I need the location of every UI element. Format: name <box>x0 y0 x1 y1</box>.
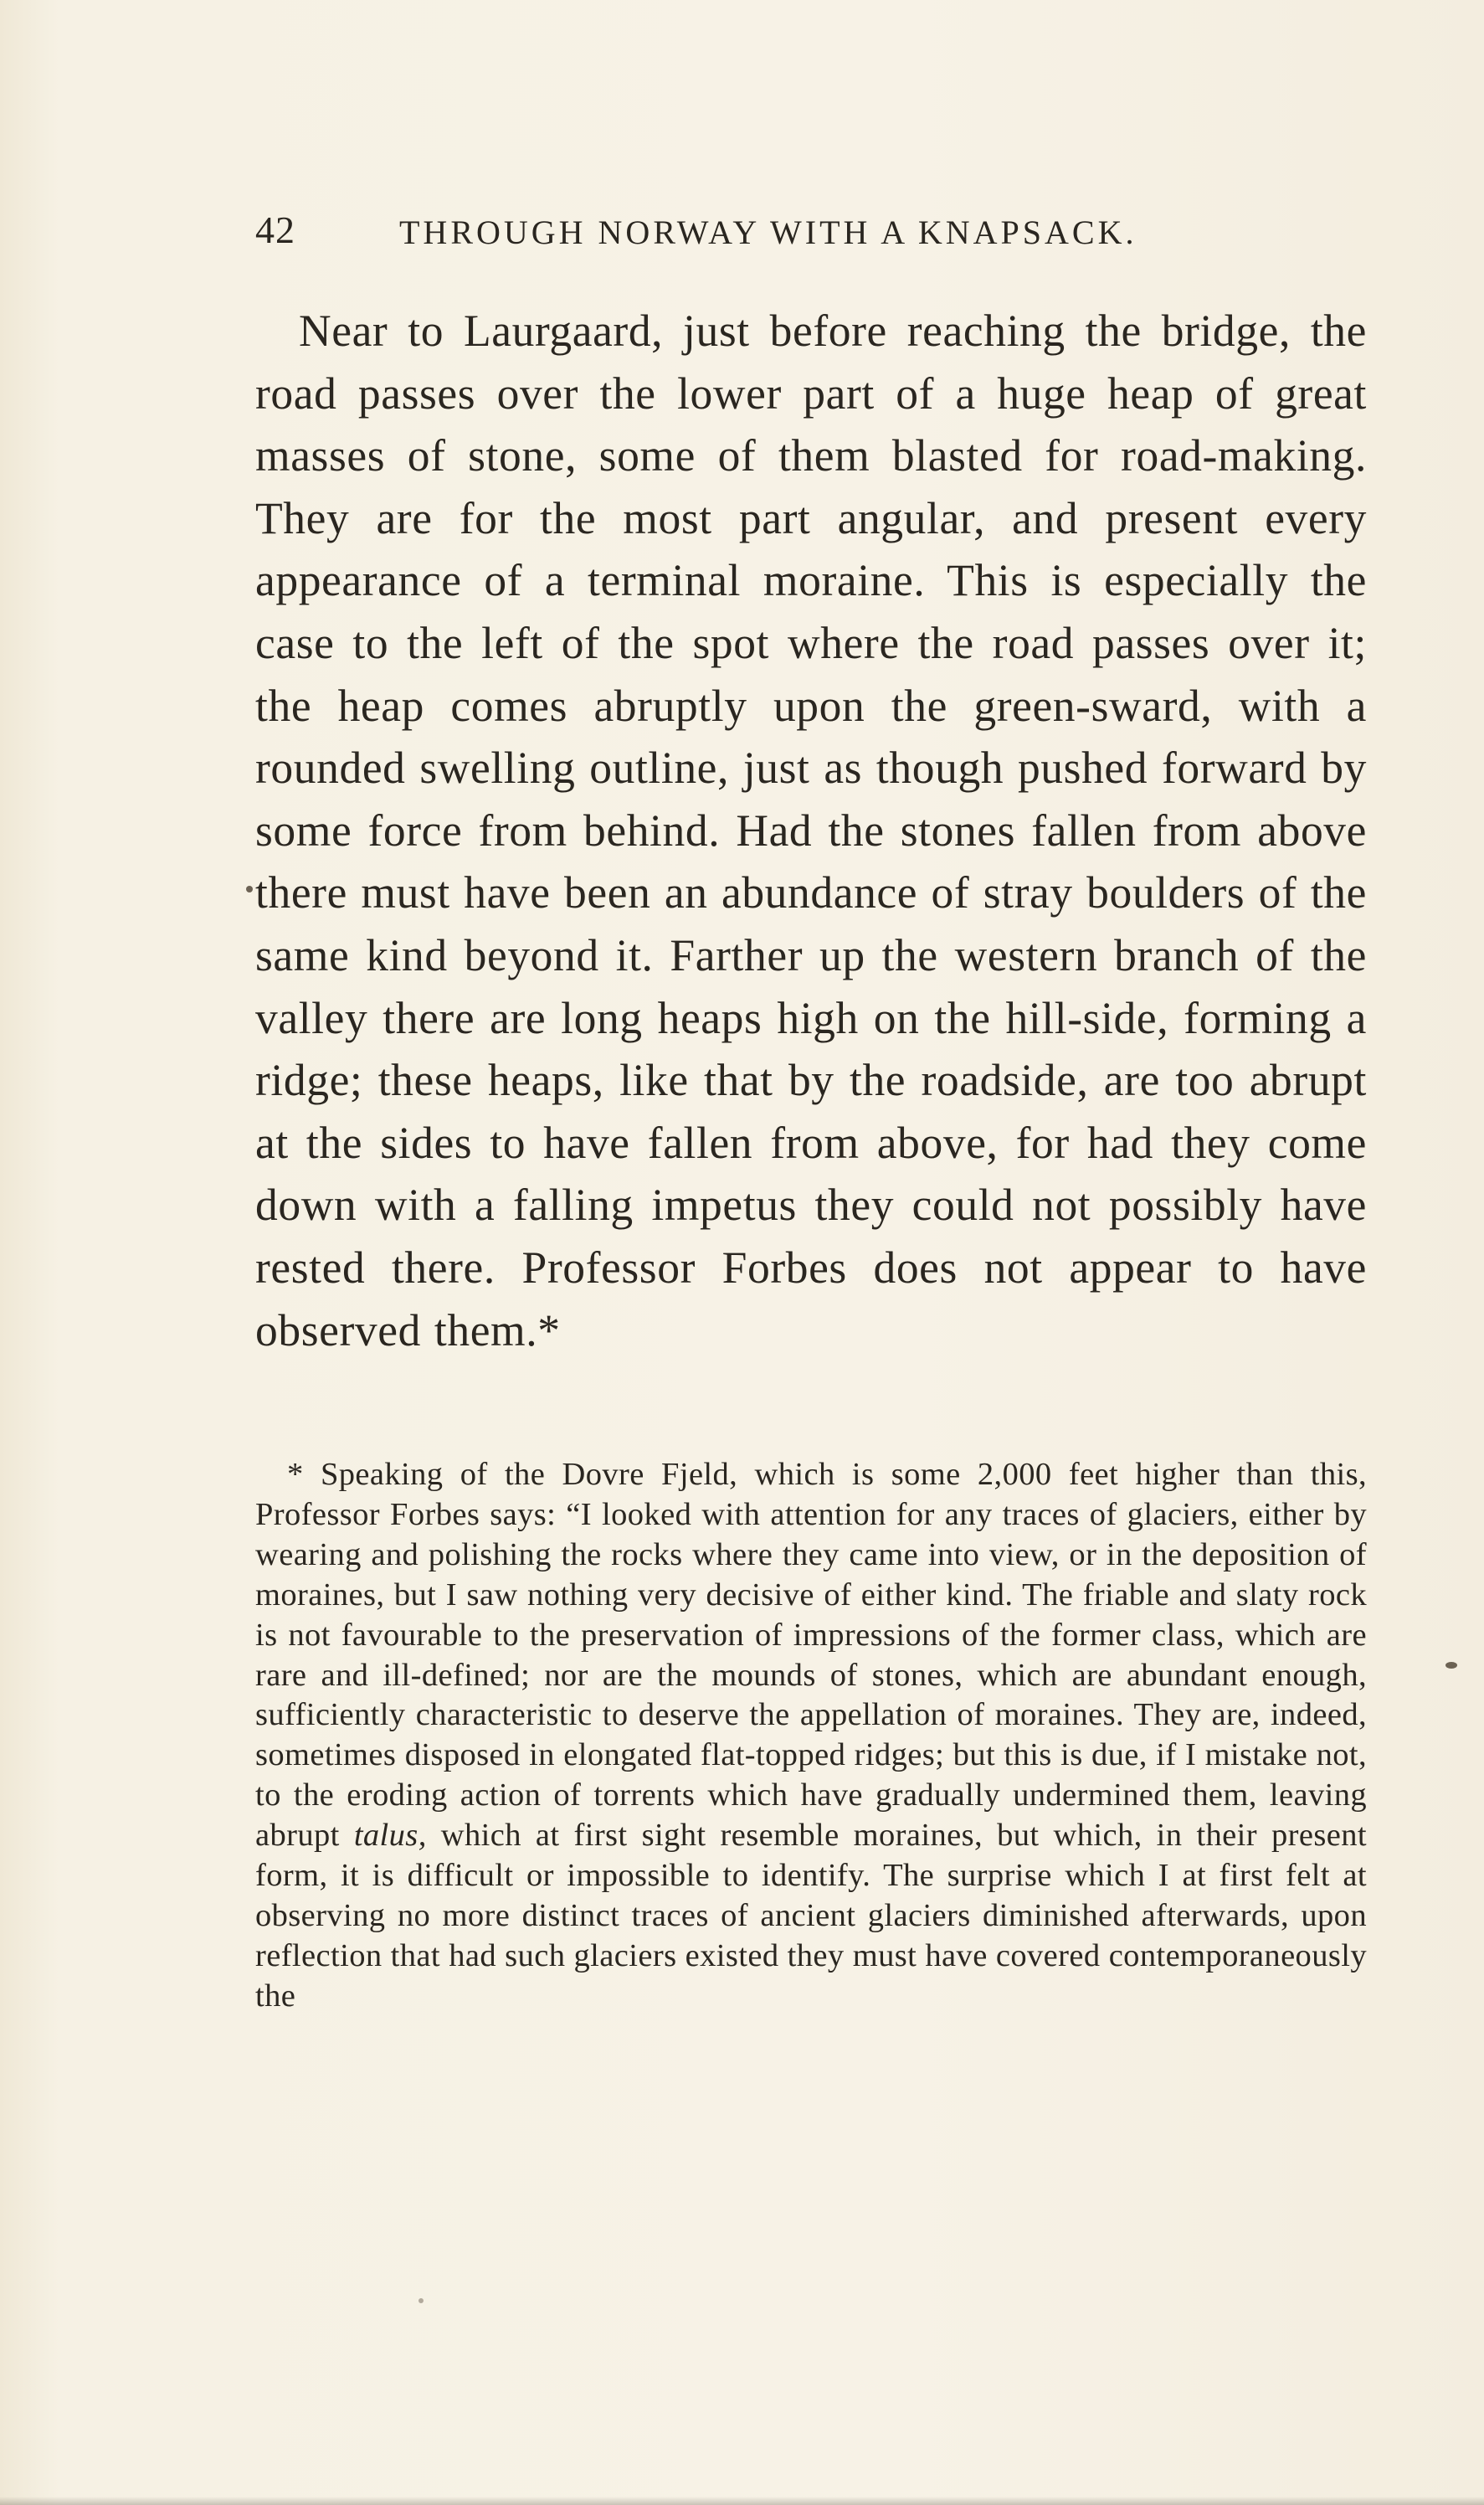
main-text <box>255 300 1367 1361</box>
page-edge-shadow <box>0 2497 1484 2505</box>
running-head <box>255 208 1260 258</box>
footnote-text-part-2: which at first sight resemble moraines, but which, in their present form, it is difficult or impossible to identify. The surprise which I at first felt at observing no more distinct traces of ancient glaciers diminished afterwards, upon reflection that had such glaciers existed they must have covered contemporaneously the <box>255 1818 1368 2014</box>
ink-speck <box>246 886 253 892</box>
footnote-paragraph <box>255 1455 1367 2017</box>
running-title: THROUGH NORWAY WITH A KNAPSACK. <box>399 213 1137 251</box>
footnote <box>255 1455 1367 2017</box>
ink-speck <box>1445 1662 1457 1669</box>
footnote-text-part-1: * Speaking of the Dovre Fjeld, which is some 2,000 feet higher than this, Professor Forbes says: “I looked with attention for any traces of glaciers, either by wearing and polishing the rocks where they came into view, or in the deposition of moraines, but I saw nothing very decisive of either kind. The friable and slaty rock is not favourable to the preservation of impressions of the former class, which are rare and ill-defined; nor are the mounds of stones, which are abundant enough, sufficiently characteristic to deserve the appellation of moraines. They are, indeed, sometimes disposed in elongated flat-topped ridges; but this is due, if I mistake not, to the eroding action of torrents which have gradually undermined them, leaving abrupt <box>255 1457 1367 1854</box>
ink-speck <box>418 2298 424 2303</box>
footnote-italic-term: talus, <box>353 1818 427 1854</box>
body-paragraph: Near to Laurgaard, just before reaching the bridge, the road passes over the lower part of a huge heap of great masses of stone, some of them blasted for road-making. They are for the most part angular, and present every appearance of a terminal moraine. This is especially the case to the left of the spot where the road passes over it; the heap comes abruptly upon the green-sward, with a rounded swelling outline, just as though pushed forward by some force from behind. Had the stones fallen from above there must have been an abundance of stray boulders of the same kind beyond it. Farther up the western branch of the valley there are long heaps high on the hill-side, forming a ridge; these heaps, like that by the roadside, are too abrupt at the sides to have fallen from above, for had they come down with a falling impetus they could not possibly have rested there. Professor Forbes does not appear to have observed them.* <box>255 306 1367 1355</box>
page-number: 42 <box>255 208 295 251</box>
